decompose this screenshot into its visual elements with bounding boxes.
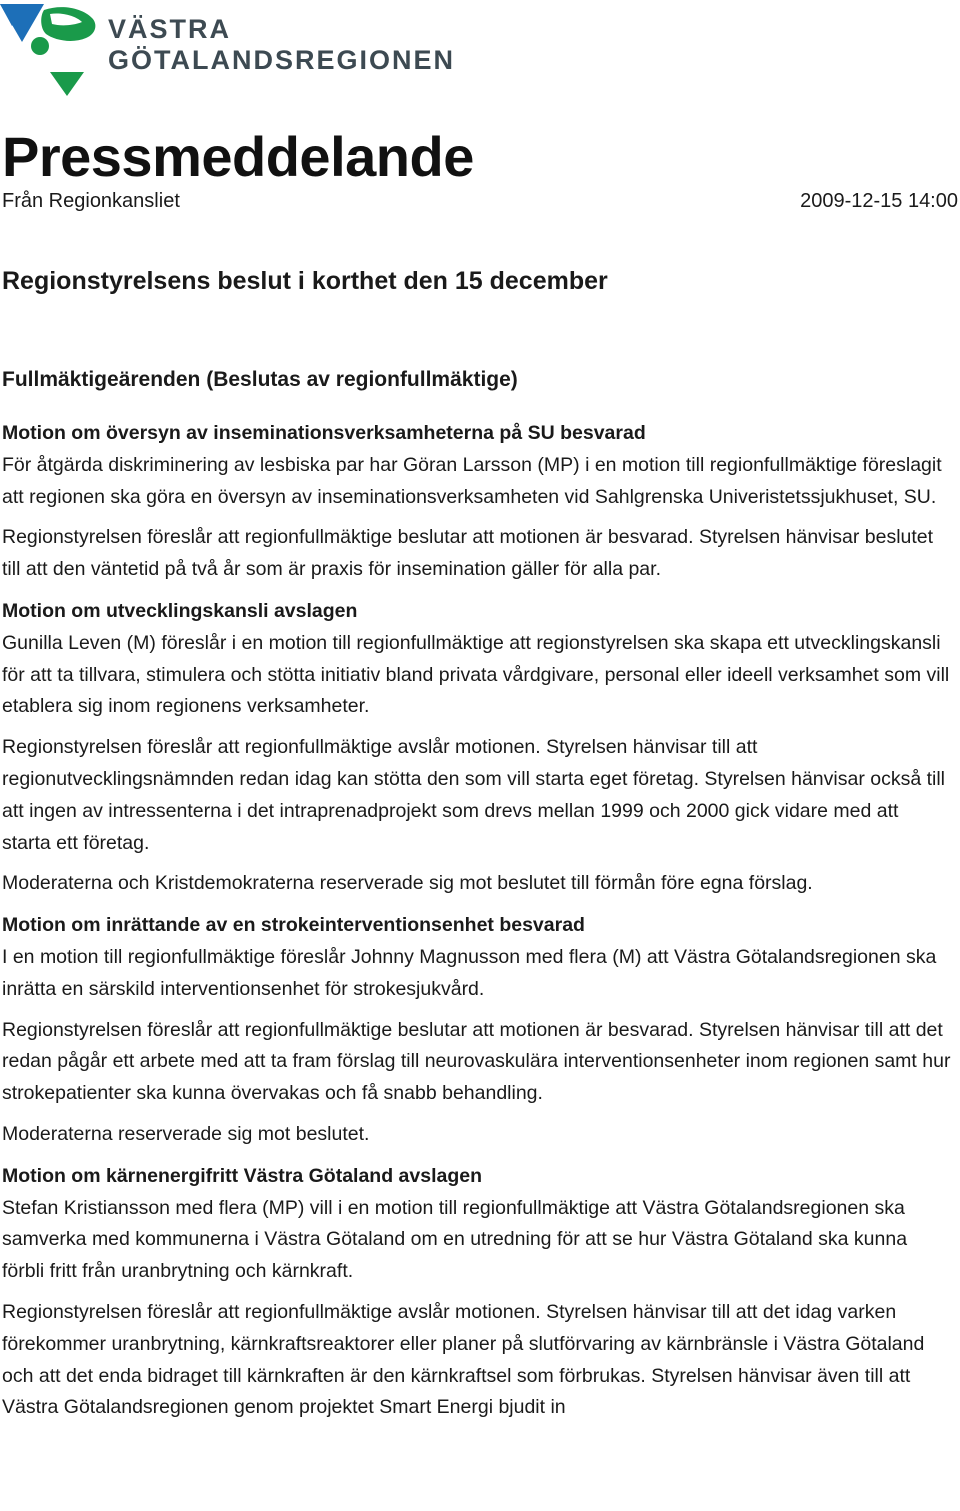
page-title: Pressmeddelande xyxy=(2,125,474,188)
logo-wordmark xyxy=(108,16,455,74)
logo-line-2: GÖTALANDSREGIONEN xyxy=(108,45,456,75)
organization-logo xyxy=(0,0,460,100)
paragraph: Moderaterna och Kristdemokraterna reserverade sig mot beslutet till förmån före egna förslag. xyxy=(2,872,813,895)
paragraph: Moderaterna reserverade sig mot beslutet. xyxy=(2,1122,370,1145)
article-body xyxy=(2,418,952,1433)
logo-line-1: VÄSTRA xyxy=(108,14,232,44)
paragraph: Regionstyrelsen föreslår att regionfullmäktige beslutar att motionen är besvarad. Styrelsen hänvisar beslutet till att den väntetid på två år som är praxis för insemination gäller för alla par. xyxy=(2,526,934,581)
paragraph: Stefan Kristiansson med flera (MP) vill i en motion till regionfullmäktige att Västra Götalandsregionen ska samverka med kommunerna i Västra Götaland om en utredning för att se hur Västra Götaland ska kunna förbli fritt från uranbrytning och kärnkraft. xyxy=(2,1196,908,1283)
paragraph: Regionstyrelsen föreslår att regionfullmäktige beslutar att motionen är besvarad. Styrelsen hänvisar till att det redan pågår ett arbete med att ta fram förslag till neurovaskulära interventionsenheter inom regionen samt hur strokepatienter ska kunna övervakas och få snabb behandling. xyxy=(2,1018,951,1105)
motion-title: Motion om inrättande av en strokeinterventionsenhet besvarad xyxy=(2,914,585,937)
motion-title: Motion om översyn av inseminationsverksamheterna på SU besvarad xyxy=(2,422,646,444)
publish-date: 2009-12-15 14:00 xyxy=(800,190,958,212)
paragraph: Regionstyrelsen föreslår att regionfullmäktige avslår motionen. Styrelsen hänvisar till att det idag varken förekommer uranbrytning, kärnkraftsreaktorer eller planer på slutförvaring av kärnbränsle i Västra Götaland och att det enda bidraget till kärnkraften är den kärnkraftsel som förbrukas. Styrelsen hänvisar även till att Västra Götalandsregionen genom projektet Smart Energi bjudit in xyxy=(2,1300,925,1419)
paragraph: För åtgärda diskriminering av lesbiska par har Göran Larsson (MP) i en motion till regionfullmäktige föreslagit att regionen ska göra en översyn av inseminationsverksamheten vid Sahlgrenska Univeristetssjukhuset, SU. xyxy=(2,453,942,508)
motion-title: Motion om utvecklingskansli avslagen xyxy=(2,599,358,622)
paragraph: Gunilla Leven (M) föreslår i en motion till regionfullmäktige att regionstyrelsen ska skapa ett utvecklingskansli för att ta tillvara, stimulera och stötta initiativ bland privata vårdgivare, personal eller ideell verksamhet som vill etablera sig inom regionens verksamheter. xyxy=(2,631,950,718)
motion-title: Motion om kärnenergifritt Västra Götaland avslagen xyxy=(2,1164,483,1187)
region-logo-icon xyxy=(0,4,106,96)
section-heading: Fullmäktigeärenden (Beslutas av regionfullmäktige) xyxy=(2,368,518,391)
sender: Från Regionkansliet xyxy=(2,190,180,212)
paragraph: I en motion till regionfullmäktige föreslår Johnny Magnusson med flera (M) att Västra Götalandsregionen ska inrätta en särskild interventionsenhet för strokesjukvård. xyxy=(2,945,937,1000)
paragraph: Regionstyrelsen föreslår att regionfullmäktige avslår motionen. Styrelsen hänvisar till att regionutvecklingsnämnden redan idag kan stötta den som vill starta eget företag. Styrelsen hänvisar också till att ingen av intressenterna i det intraprenadprojekt som drevs mellan 1999 och 2000 gick vidare med att starta ett företag. xyxy=(2,736,946,854)
press-headline: Regionstyrelsens beslut i korthet den 15 december xyxy=(2,267,608,295)
